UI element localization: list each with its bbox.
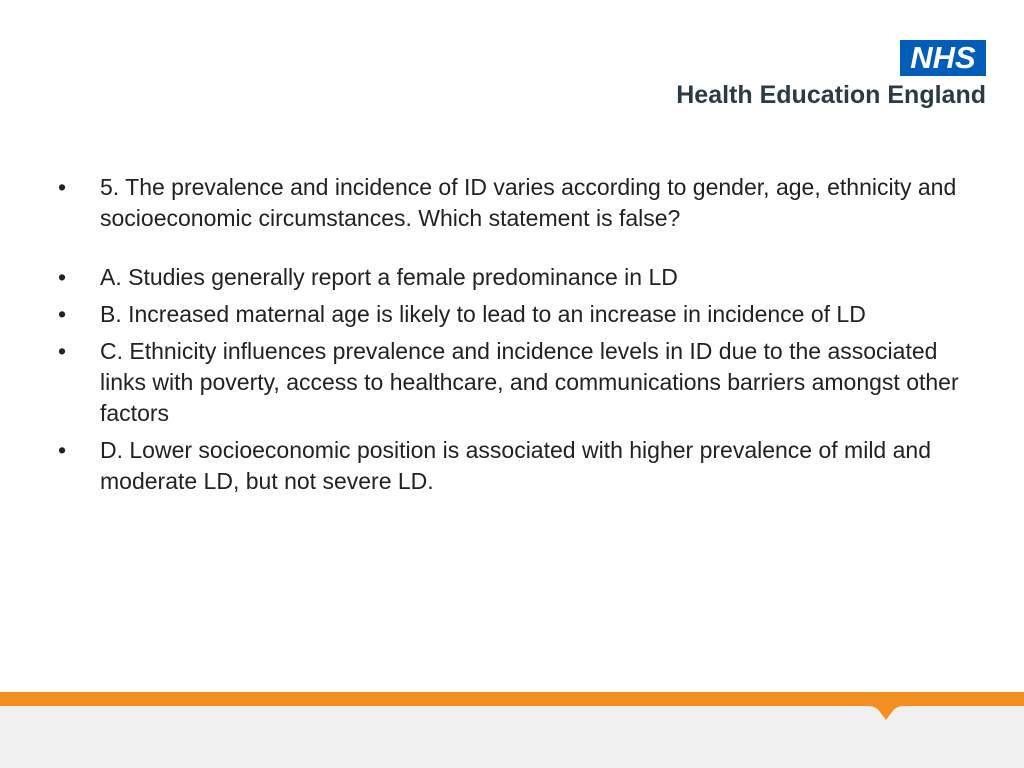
- bullet-icon: •: [58, 437, 67, 463]
- bullet-icon: •: [58, 338, 67, 364]
- answer-options-list: [58, 262, 968, 497]
- option-text: D. Lower socioeconomic position is associated with higher prevalence of mild and moderate LD, but not severe LD.: [100, 437, 931, 494]
- nhs-logo-box: NHS: [900, 40, 986, 76]
- option-text: B. Increased maternal age is likely to lead to an increase in incidence of LD: [100, 301, 866, 327]
- bullet-icon: •: [58, 174, 67, 200]
- footer-notch-icon: [868, 704, 904, 722]
- option-text: C. Ethnicity influences prevalence and incidence levels in ID due to the associated links with poverty, access to healthcare, and communications barriers amongst other factors: [100, 338, 959, 426]
- option-text: A. Studies generally report a female predominance in LD: [100, 264, 678, 290]
- nhs-hee-logo: [676, 40, 986, 110]
- organization-name: Health Education England: [676, 81, 986, 109]
- bullet-icon: •: [58, 264, 67, 290]
- option-d: [58, 435, 968, 497]
- question-item: [58, 172, 968, 234]
- slide-content: [58, 172, 968, 503]
- option-b: [58, 299, 968, 330]
- question-text: 5. The prevalence and incidence of ID varies according to gender, age, ethnicity and socioeconomic circumstances. Which statement is false?: [100, 174, 957, 231]
- option-a: [58, 262, 968, 293]
- bullet-icon: •: [58, 301, 67, 327]
- option-c: [58, 336, 968, 429]
